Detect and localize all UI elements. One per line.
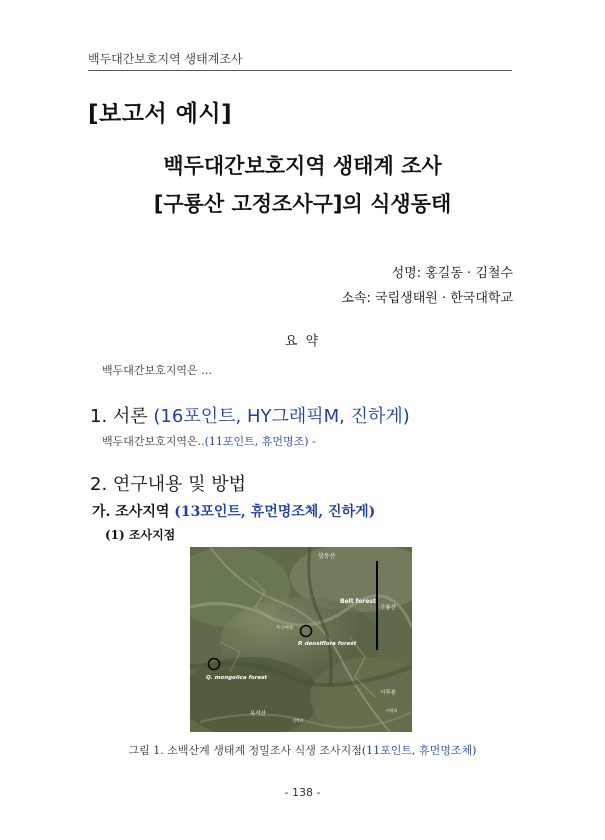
figure-caption: 그림 1. 소백산계 생태계 정밀조사 식생 조사지점 [128, 744, 362, 757]
subsection-a-style-note: (13포인트, 휴먼명조체, 진하게) [174, 504, 376, 520]
section2-heading: 2. 연구내용 및 방법 [90, 474, 247, 495]
label-bottom-small: 석벽리 [292, 718, 304, 723]
label-peak-top: 삼동산 [318, 553, 336, 560]
affiliation: 소속: 국립생태원 · 한국대학교 [341, 291, 513, 306]
label-q-mongolica-forest: Q. mongolica forest [206, 675, 267, 681]
satellite-map-figure [190, 547, 412, 732]
label-stream: 두구마을 [276, 626, 294, 631]
page-number: - 138 - [284, 786, 321, 799]
section1-body-line [102, 433, 316, 449]
subsection-a-line [92, 501, 375, 521]
figure-caption-note: (11포인트, 휴먼명조체) [361, 744, 477, 757]
label-okseoksan: 옥석산 [250, 711, 266, 717]
subsection-1-heading: (1) 조사지점 [105, 528, 176, 542]
header-divider [88, 70, 512, 71]
label-sitbong: 시루봉 [380, 690, 396, 696]
label-right-small: 어평리 [386, 708, 398, 713]
label-belt-forest: Belt forest [340, 598, 376, 605]
report-title-line2: [구룡산 고정조사구]의 식생동태 [153, 192, 452, 216]
subsection-a-heading: 가. 조사지역 [92, 504, 170, 520]
section1-body: 백두대간보호지역은.. [102, 435, 205, 448]
section1-style-note: (16포인트, HY그래픽M, 진하게) [153, 406, 410, 427]
report-title-line1: 백두대간보호지역 생태계 조사 [163, 154, 442, 178]
section1-heading: 1. 서론 [90, 406, 148, 427]
authors: 성명: 홍길동 · 김철수 [391, 266, 513, 281]
section1-heading-line [90, 402, 410, 428]
abstract-body: 백두대간보호지역은 … [102, 364, 213, 377]
label-p-densiflora-forest: P. densiflora forest [298, 641, 357, 647]
figure-caption-line [0, 742, 605, 758]
label-guryongsan: 구룡산 [380, 605, 396, 611]
abstract-title: 요 약 [284, 334, 321, 349]
section1-body-note: (11포인트, 휴먼명조) - [204, 435, 316, 448]
running-header: 백두대간보호지역 생태계조사 [88, 52, 243, 66]
report-example-label: [보고서 예시] [88, 101, 233, 127]
